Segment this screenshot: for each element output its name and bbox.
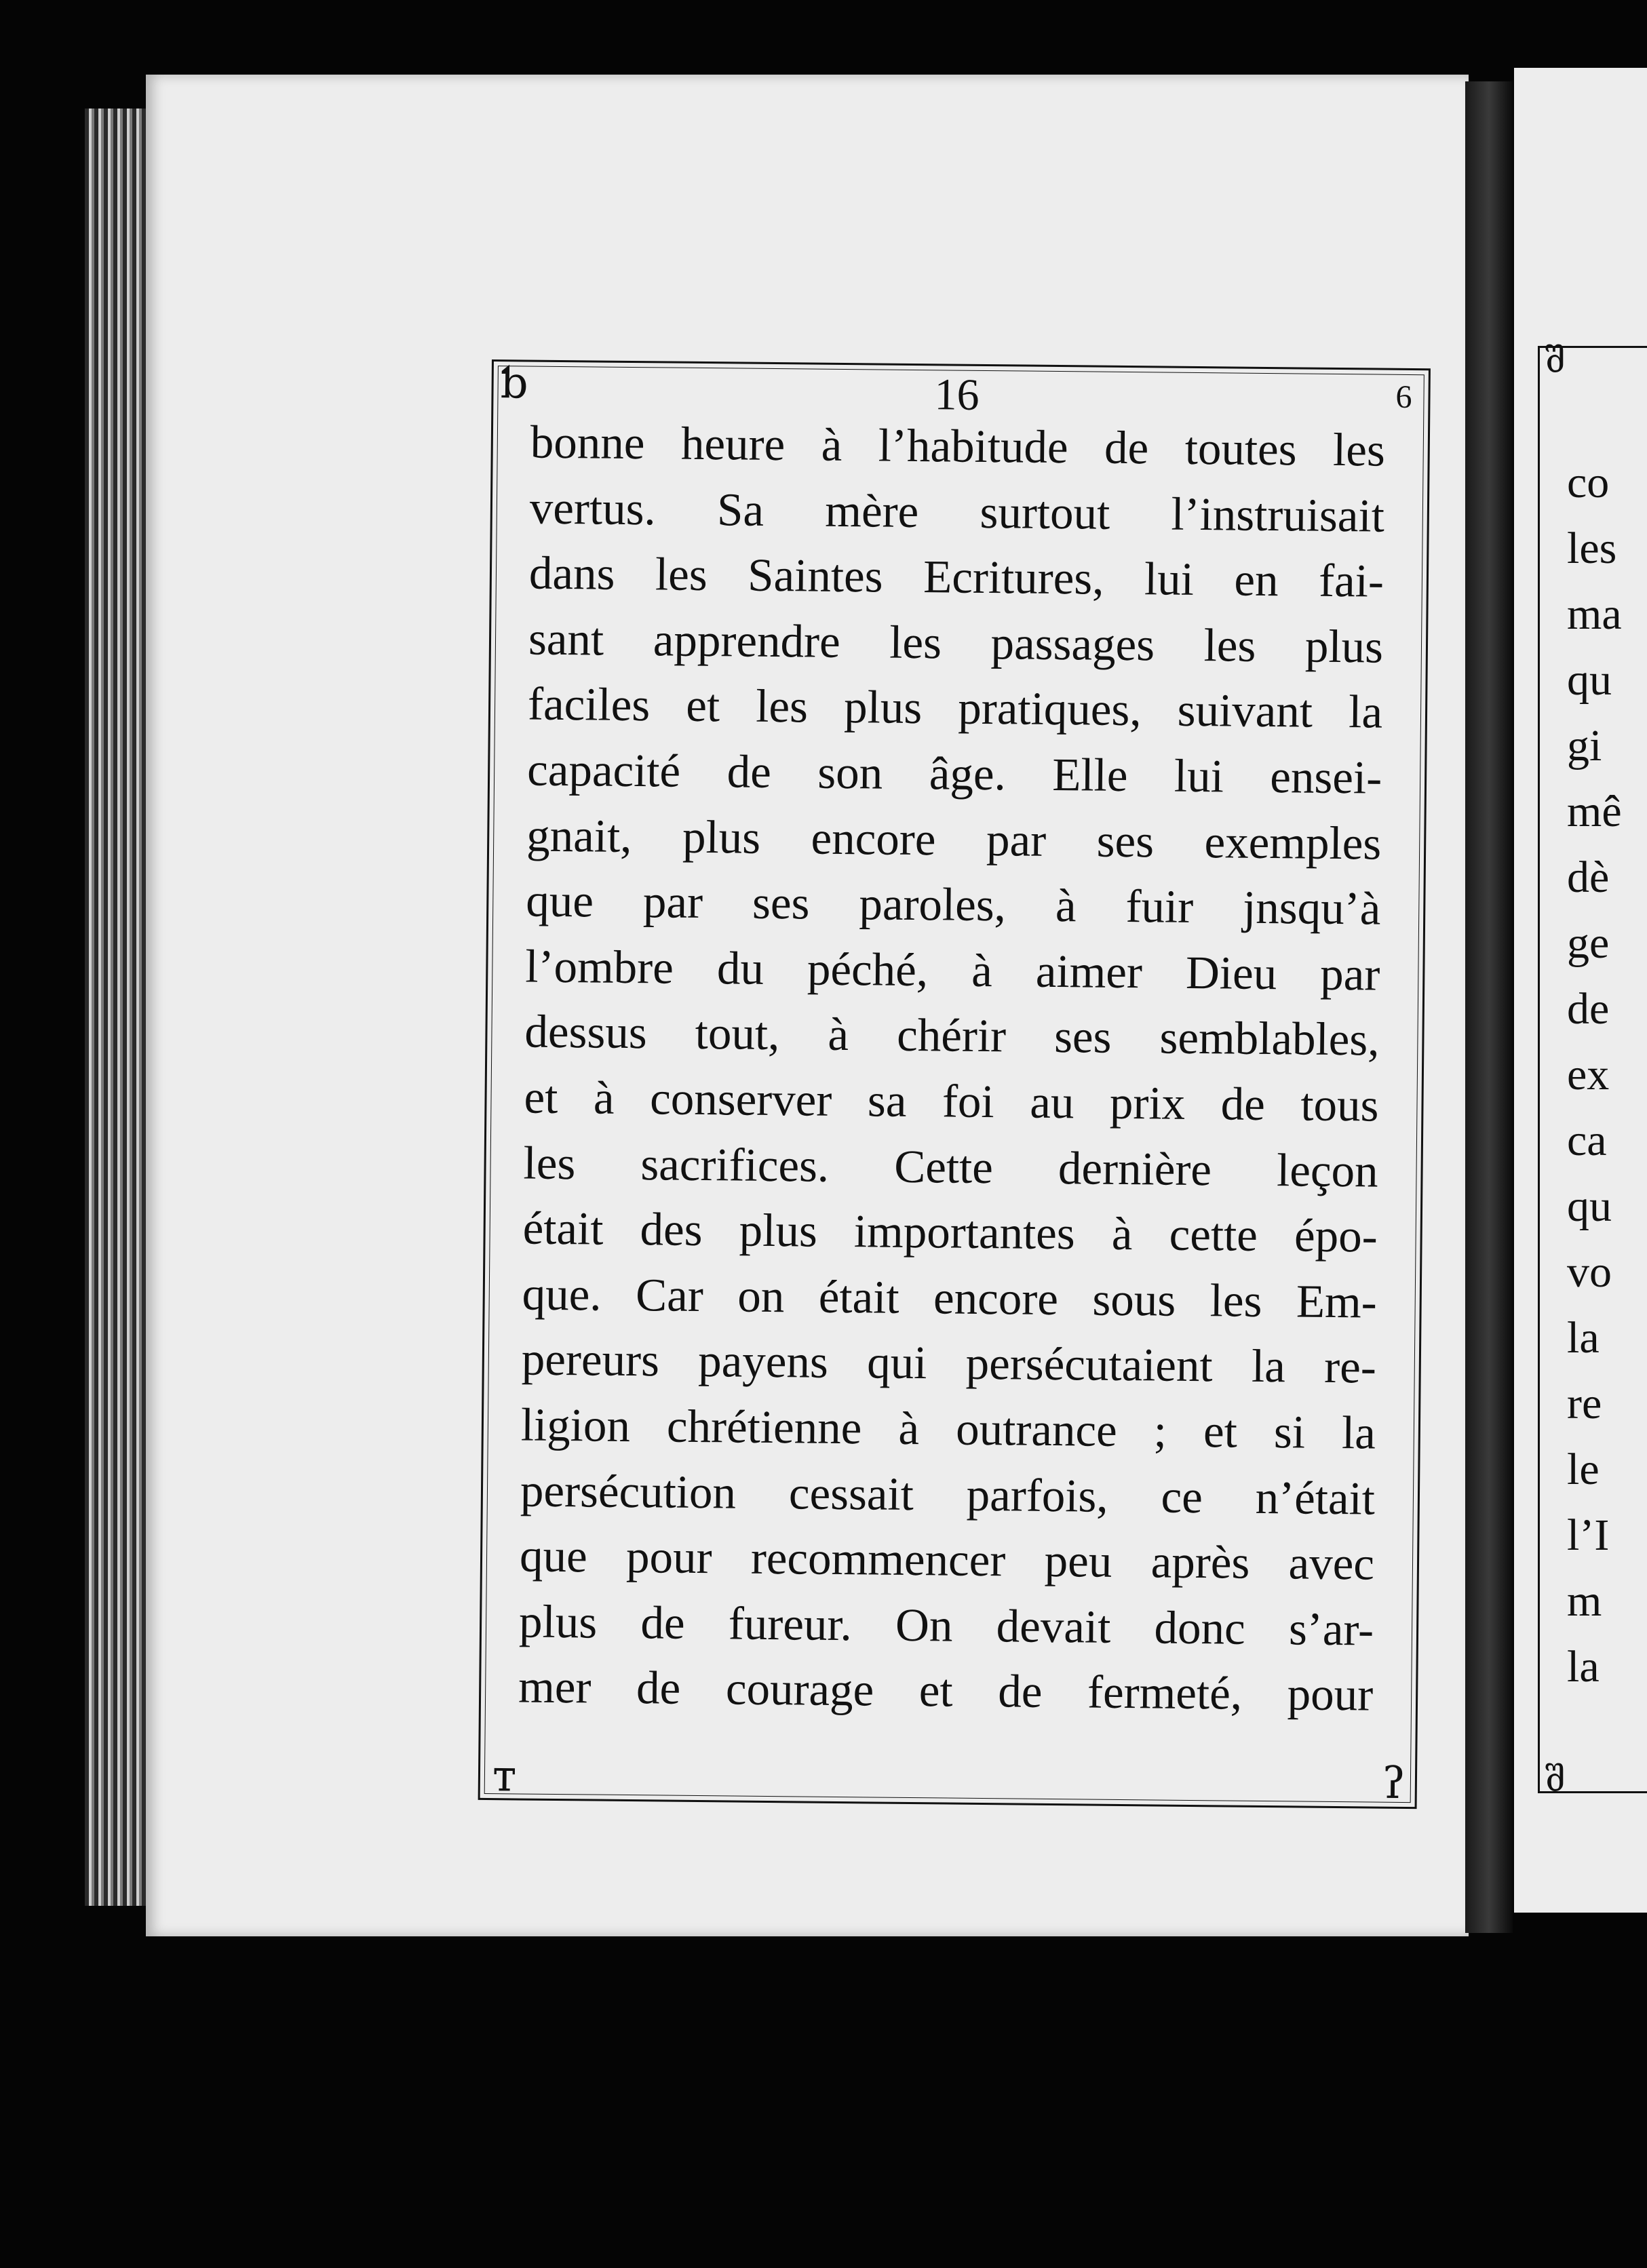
text-line: plus de fureur. On devait donc s’ar- [518,1595,1374,1656]
corner-ornament-icon: შ [1545,1760,1566,1799]
text-line-fragment: la [1567,1642,1600,1692]
text-line: que par ses paroles, à fuir jnsqu’à [525,874,1381,935]
text-line: mer de courage et de fermeté, pour [518,1660,1374,1721]
text-line-fragment: le [1567,1445,1600,1494]
text-line-fragment: co [1567,458,1610,507]
corner-ornament-icon: ƅ [500,358,528,409]
text-line: faciles et les plus pratiques, suivant la [527,678,1383,739]
text-line: que pour recommencer peu après avec [519,1529,1375,1590]
corner-ornament-icon: ᴛ [492,1751,517,1802]
text-line-fragment: dè [1567,853,1610,902]
text-line-fragment: ge [1567,918,1610,968]
text-line-fragment: ma [1567,589,1622,639]
text-line: dessus tout, à chérir ses semblables, [524,1005,1380,1065]
corner-ornament-icon: შ [1545,341,1566,380]
right-page-frame [1538,341,1647,1799]
text-line-fragment: qu [1567,1181,1612,1231]
text-line: pereurs payens qui persécutaient la re- [521,1333,1377,1393]
right-page-text [1540,450,1622,1700]
text-line: sant apprendre les passages les plus [528,612,1384,673]
text-line-fragment: la [1567,1313,1600,1363]
corner-ornament-icon: ʔ [1382,1758,1406,1810]
text-line: bonne heure à l’habitude de toutes les [530,416,1386,476]
text-line: capacité de son âge. Elle lui ensei- [526,743,1382,804]
text-line: ligion chrétienne à outrance ; et si la [520,1399,1376,1459]
text-line-fragment: mê [1567,787,1622,836]
text-line-fragment: vo [1567,1247,1612,1297]
body-text [518,410,1385,1728]
book-page-edges [85,109,153,1906]
text-line: était des plus importantes à cette épo- [522,1202,1378,1262]
book-gutter [1465,81,1513,1933]
text-line-fragment: les [1567,524,1617,573]
text-line-fragment: gi [1567,721,1602,770]
text-line-fragment: ex [1567,1050,1610,1099]
text-line-fragment: de [1567,984,1610,1034]
text-line-fragment: ca [1567,1116,1607,1165]
text-line: persécution cessait parfois, ce n’était [520,1464,1376,1525]
text-line: dans les Saintes Ecritures, lui en fai- [528,547,1384,607]
text-line-fragment: re [1567,1379,1602,1428]
text-line: les sacrifices. Cette dernière leçon [523,1137,1378,1197]
right-page-fragment [1514,68,1647,1913]
text-line-fragment: m [1567,1576,1602,1626]
text-line: et à conserver sa foi au prix de tous [524,1071,1379,1131]
page-number: 16 [934,370,980,420]
text-line: que. Car on était encore sous les Em- [522,1268,1378,1328]
text-line: vertus. Sa mère surtout l’instruisait [529,482,1385,542]
signature-mark: 6 [1395,378,1412,416]
text-line-fragment: l’I [1567,1510,1610,1560]
text-line: l’ombre du péché, à aimer Dieu par [525,940,1380,1000]
text-line: gnait, plus encore par ses exemples [526,809,1382,869]
text-line-fragment: qu [1567,655,1612,705]
text-frame [478,359,1431,1809]
